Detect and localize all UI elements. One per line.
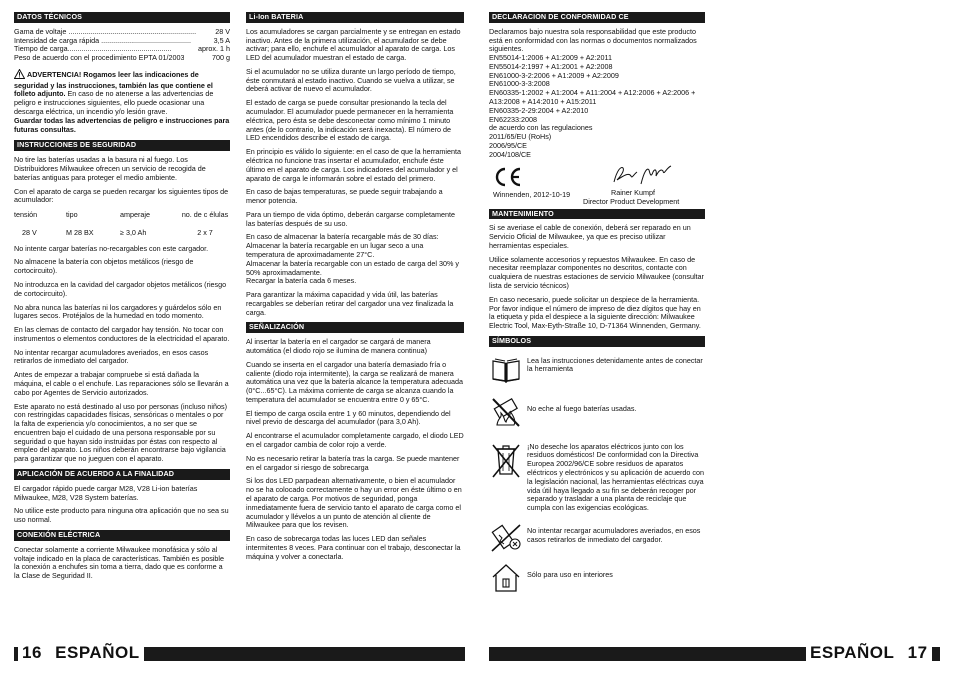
battery-table: tensión tipo amperaje no. de c élulas 28 V M 28 BX ≥ 3,0 Ah 2 x 7 [14, 210, 229, 237]
spec-row: Intensidad de carga rápida ............................................. 3,5 A [14, 35, 230, 45]
language-label: ESPAÑOL [810, 643, 895, 662]
spec-row: Tiempo de carga.................................................... aprox. 1 h [14, 44, 230, 54]
symbol-item: No intentar recargar acumuladores averiados, en esos casos retirarlos de inmediato del cargador. [489, 521, 705, 553]
section-header-liion: Li-Ion BATERIA [246, 12, 464, 23]
page-number: 17 [907, 643, 928, 662]
language-label: ESPAÑOL [55, 643, 140, 662]
crossed-bin-icon [489, 441, 523, 473]
symbol-item: ¡No deseche los aparatos eléctricos junto con los residuos domésticos! De conformidad con la Directiva Europea 2002/96/CE sobre residuos de aparatos eléctricos y electrónicos y su aplicación de acuerdo con la legislación nacional, las herramientas eléctricas cuya vida útil haya llegado a su fin se deberán recoger por separado y trasladar a una planta de reciclaje que cumpla con las exigencias ecológicas. [489, 441, 705, 513]
handwritten-signature [611, 162, 673, 191]
ce-mark [493, 166, 523, 191]
left-column: DATOS TÉCNICOS Gama de voltaje ................................................................ 28 V Intensidad de carga rápida ............................................. 3,5 A Tiempo de carga.................................................... aprox. 1 h Peso de acuerdo con el procedimiento EPTA 01/2003 700 g ADVERTENCIA! Rogamos leer las indicaciones de seguridad y las instrucciones, también las que contiene el folleto adjunto. En caso de no atenerse a las advertencias de peligro e instrucciones siguientes, ello puede ocasionar una descarga eléctrica, un incendio y/o lesión grave. Guardar todas las advertencias de peligro e instrucciones para futuras consultas. INSTRUCCIONES DE SEGURIDAD No tire las baterías usadas a la basura ni al fuego. Los Distribuidores Milwaukee ofrecen un servicio de recogida de baterías antiguas para proteger el medio ambiente. Con el aparato de carga se pueden recargar los siguientes tipos de acumulador: tensión tipo amperaje no. de c élulas 28 V M 28 BX ≥ 3,0 Ah 2 x 7 No intente cargar baterías no-recargables con este cargador. No almacene la batería con objetos metálicos (riesgo de cortocircuito). No introduzca en la cavidad del cargador objetos metálicos (riesgo de cortocircuito). No abra nunca las baterías ni los cargadores y guárdelos sólo en lugares secos. Protéjalos de la humedad en todo momento. En las clemas de contacto del cargador hay tensión. No tocar con instrumentos o elementos conductores de la electricidad el aparato. No intentar recargar acumuladores averiados, en esos casos retirarlos de inmediato del cargador. Antes de empezar a trabajar compruebe si está dañada la máquina, el cable o el enchufe. Las reparaciones sólo se llevarán a cabo por Agentes de Servicio autorizados. Este aparato no está destinado al uso por personas (incluso niños) con restringidas capacidades físicas, sensóricas o mentales o por la falta de experiencia y/o conocimientos, a no ser que se encuentren bajo el cuidado de una persona responsable por su seguridad o que hayan sido instruidas por éstas con respecto al empleo del aparato. Los niños deberán encontrarse bajo vigilancia para garantizar que no jueguen con el aparato. APLICACIÓN DE ACUERDO A LA FINALIDAD El cargador rápido puede cargar M28, V28 Li-ion baterías Milwaukee, M28, V28 System baterías. No utilice este producto para ninguna otra aplicación que no sea su uso normal. CONEXIÓN ELÉCTRICA Conectar solamente a corriente Milwaukee monofásica y sólo al voltaje indicado en la placa de características. También es posible la conexión a enchufes sin toma a tierra, dado que es conforme a la Clase de Seguridad II. [14, 12, 230, 581]
norm-list: EN55014-1:2006 + A1:2009 + A2:2011 EN55014-2:1997 + A1:2001 + A2:2008 EN61000-3-2:2006 + A1:2009 + A2:2009 EN61000-3-3:2008 EN60335-1:2002 + A1:2004 + A11:2004 + A12:2006 + A2:2006 + A13:2008 + A14:2010 + A15:2011 EN60335-2-29:2004 + A2:2010 EN62233:2008 de acuerdo con las regulaciones 2011/65/EU (RoHs) 2006/95/CE 2004/108/CE [489, 53, 696, 159]
symbol-item: No eche al fuego baterías usadas. [489, 395, 705, 427]
signature-block: Winnenden, 2012-10-19 Rainer Kumpf Director Product Development [489, 160, 705, 206]
read-manual-icon [489, 355, 523, 387]
symbol-item: Lea las instrucciones detenidamente antes de conectar la herramienta [489, 355, 705, 387]
no-fire-battery-icon [489, 395, 523, 427]
section-header-mantenimiento: MANTENIMIENTO [489, 209, 705, 220]
no-damaged-battery-icon [489, 521, 523, 553]
page-footer-right [806, 644, 932, 662]
warning-block: ADVERTENCIA! Rogamos leer las indicaciones de seguridad y las instrucciones, también las que contiene el folleto adjunto. En caso de no atenerse a las advertencias de peligro e instrucciones siguientes, ello puede ocasionar una descarga eléctrica, un incendio y/o lesión grave. Guardar todas las advertencias de peligro e instrucciones para futuras consultas. [14, 69, 230, 134]
middle-column: Li-Ion BATERIA Los acumuladores se cargan parcialmente y se entregan en estado inactivo. Antes de la primera utilización, el acumulador se debe activar; para ello, enchufe el acumulador al aparato de carga. Los LED del acumulador muestran el estado de carga. Si el acumulador no se utiliza durante un largo período de tiempo, éste conmutará al estado inactivo. Cuando se vuelva a utilizar, se deberá activar de nuevo el acumulador. El estado de carga se puede consultar presionando la tecla del acumulador. El acumulador puede permanecer en la herramienta eléctrica, pero ésta se debe desconectar como mínimo 1 minuto antes (de lo contrario, la indicación será inexacta). El número de LED encendidos describe el estado de carga. En principio es válido lo siguiente: en el caso de que la herramienta eléctrica no funcione tras insertar el acumulador, enchufe éste último en el aparato de carga. Los indicadores del acumulador y el aparato de carga le informarán sobre el estado del primero. En caso de bajas temperaturas, se puede seguir trabajando a menor potencia. Para un tiempo de vida óptimo, deberán cargarse completamente las baterías después de su uso. En caso de almacenar la batería recargable más de 30 días: Almacenar la batería recargable en un lugar seco a una temperatura de aproximadamente 27°C. Almacenar la batería recargable con un estado de carga del 30% y 50% aproximadamente. Recargar la batería cada 6 meses. Para garantizar la máxima capacidad y vida útil, las baterías recargables se deberían retirar del cargador una vez finalizada la carga. SEÑALIZACIÓN Al insertar la batería en el cargador se cargará de manera automática (el diodo rojo se ilumina de manera continua) Cuando se inserta en el cargador una batería demasiado fría o caliente (diodo roja intermitente), la carga se realizará de manera automática una vez que la batería alcance la temperatura adecuada (0°C...65°C). La máxima corriente de carga se alcanza cuando la temperatura del acumulador se encuentra entre 0 y 65°C. El tiempo de carga oscila entre 1 y 60 minutos, dependiendo del nivel previo de descarga del acumulador (para 3,0 Ah). Al encontrarse el acumulador completamente cargado, el diodo LED en el cargador cambia de color rojo a verde. No es necesario retirar la batería tras la carga. Se puede mantener en el cargador si riesgo de sobrecarga Si los dos LED parpadean alternativamente, o bien el acumulador no se ha colocado correctamente o hay un error en éste último o en el aparato de carga. Por motivos de seguridad, ponga inmediatamente fuera de servicio tanto el aparato de carga como el acumulador y llévelos a un punto de atención al cliente de Milwaukee para que los revisen. En caso de sobrecarga todas las luces LED dan señales intermitentes 8 veces. Para continuar con el trabajo, desconectar la máquina y volver a conectarla. [246, 12, 464, 561]
section-header-simbolos: SÍMBOLOS [489, 336, 705, 347]
page-number: 16 [22, 643, 42, 662]
indoor-use-icon [489, 561, 523, 593]
spec-list [14, 28, 230, 63]
section-header-datos: DATOS TÉCNICOS [14, 12, 230, 23]
section-header-conexion: CONEXIÓN ELÉCTRICA [14, 530, 230, 541]
spec-row: Peso de acuerdo con el procedimiento EPTA 01/2003 700 g [14, 53, 230, 63]
right-column: DECLARACION DE CONFORMIDAD CE Declaramos bajo nuestra sola responsabilidad que este producto está en conformidad con las normas o documentos normalizados siguientes. EN55014-1:2006 + A1:2009 + A2:2011 EN55014-2:1997 + A1:2001 + A2:2008 EN61000-3-2:2006 + A1:2009 + A2:2009 EN61000-3-3:2008 EN60335-1:2002 + A1:2004 + A11:2004 + A12:2006 + A2:2006 + A13:2008 + A14:2010 + A15:2011 EN60335-2-29:2004 + A2:2010 EN62233:2008 de acuerdo con las regulaciones 2011/65/EU (RoHs) 2006/95/CE 2004/108/CE Winnenden, 2012-10-19 Rainer Kumpf Director Product Development MANTENIMIENTO Si se averiase el cable de conexión, deberá ser reparado en un Servicio Oficial de Milwaukee, ya que es preciso utilizar herramientas especiales. Utilice solamente accesorios y repuestos Milwaukee. En caso de necesitar reemplazar componentes no descritos, contacte con cualquiera de nuestras estaciones de servicio Milwaukee (consultar lista de servicio técnicos) En caso necesario, puede solicitar un despiece de la herramienta. Por favor indique el número de impreso de diez dígitos que hay en la etiqueta y pida el despiece a la siguiente dirección: Milwaukee Electric Tool, Max-Eyth-Straße 10, D-71364 Winnenden, Germany. SÍMBOLOS Lea las instrucciones detenidamente antes de conectar la herramienta No eche al fuego baterías usadas. ¡No deseche los aparatos eléctricos junto con los residuos domésticos! De conformidad con la Directiva Europea 2002/96/CE sobre residuos de aparatos eléctricos y electrónicos y su aplicación de acuerdo con la legislación nacional, las herramientas eléctricas cuya vida útil haya llegado a su fin se deberán recoger por separado y trasladar a una planta de reciclaje que cumpla con las exigencias ecológicas. No intentar recargar acumuladores averiados, en esos casos retirarlos de inmediato del cargador. Sólo para uso en interiores [489, 12, 705, 601]
section-header-senalizacion: SEÑALIZACIÓN [246, 322, 464, 333]
section-header-declaracion: DECLARACION DE CONFORMIDAD CE [489, 12, 705, 23]
section-header-seguridad: INSTRUCCIONES DE SEGURIDAD [14, 140, 230, 151]
page-footer-left [18, 644, 144, 662]
symbol-item: Sólo para uso en interiores [489, 561, 705, 593]
spec-row: Gama de voltaje ................................................................ 28 V [14, 26, 230, 36]
section-header-aplicacion: APLICACIÓN DE ACUERDO A LA FINALIDAD [14, 469, 230, 480]
